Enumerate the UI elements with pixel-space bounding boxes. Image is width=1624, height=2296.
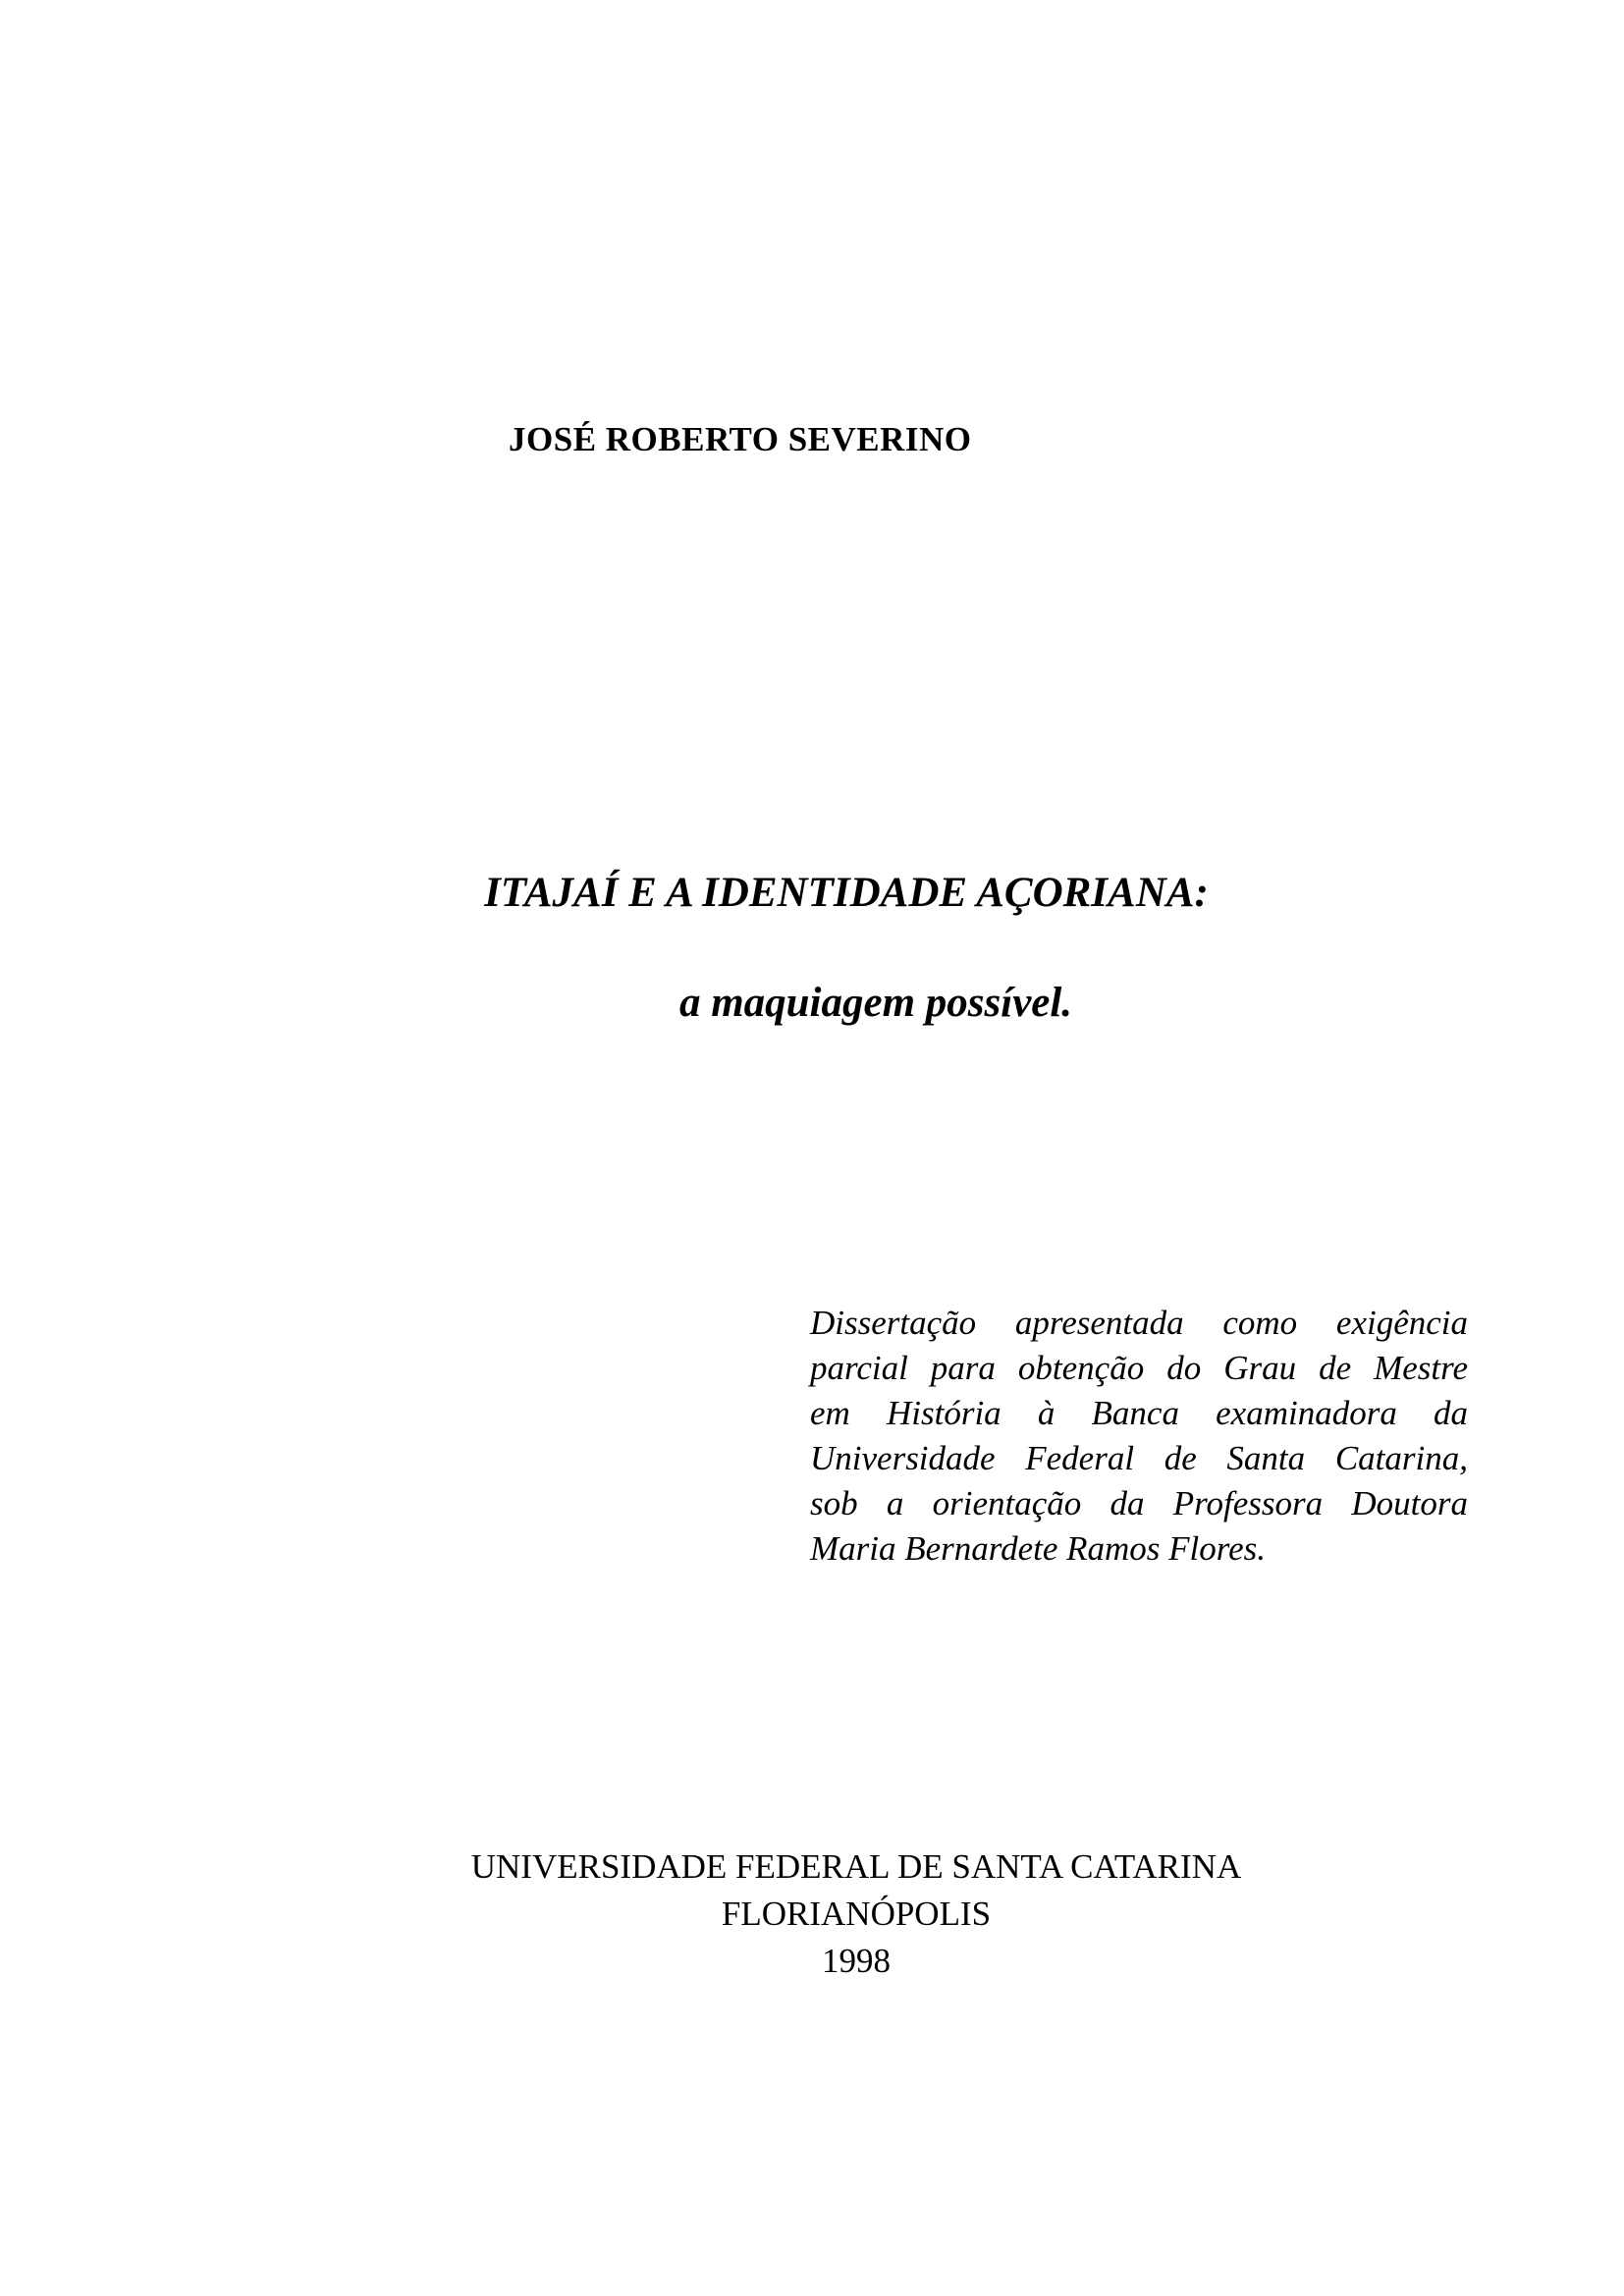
institution-block: [0, 1843, 1624, 1985]
statement-line: Universidade Federal de Santa Catarina,: [810, 1439, 1468, 1477]
institution-name: UNIVERSIDADE FEDERAL DE SANTA CATARINA: [470, 1847, 1242, 1886]
dissertation-statement: [810, 1301, 1468, 1572]
statement-line: Maria Bernardete Ramos Flores.: [810, 1529, 1267, 1568]
statement-line: Dissertação apresentada como exigência: [810, 1304, 1468, 1342]
author-name: JOSÉ ROBERTO SEVERINO: [509, 420, 972, 458]
city-name: FLORIANÓPOLIS: [721, 1895, 992, 1933]
statement-line: sob a orientação da Professora Doutora: [810, 1484, 1468, 1522]
dissertation-subtitle: a maquiagem possível.: [678, 980, 1073, 1026]
statement-line: parcial para obtenção do Grau de Mestre: [810, 1349, 1468, 1387]
year: 1998: [822, 1942, 891, 1980]
dissertation-title: ITAJAÍ E A IDENTIDADE AÇORIANA:: [484, 870, 1209, 916]
statement-line: em História à Banca examinadora da: [810, 1394, 1468, 1432]
